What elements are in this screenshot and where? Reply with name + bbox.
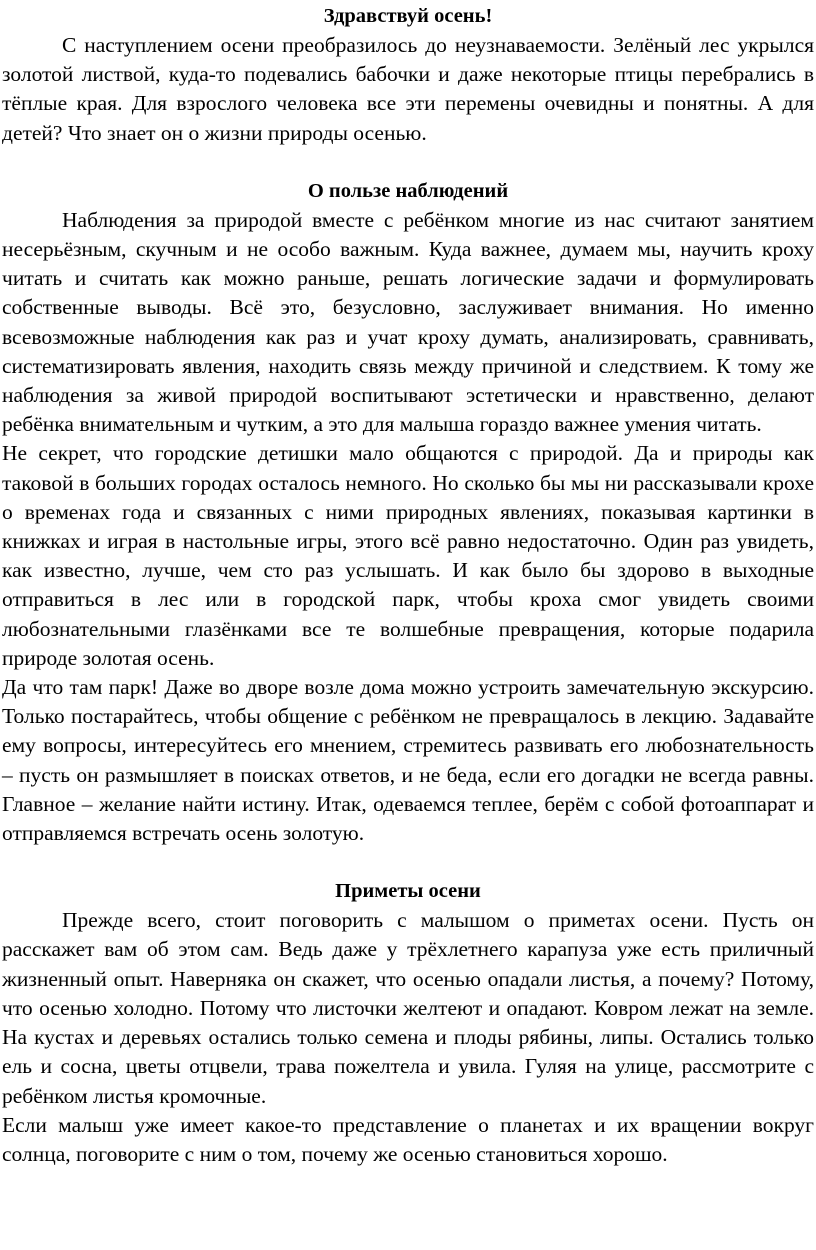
section-heading-observations: О пользе наблюдений [307,179,509,202]
signs-paragraph-2: Если малыш уже имеет какое-то представление о планетах и их вращении вокруг солнца, поговорите с ним о том, почему же осенью становиться хорошо. [2,1112,814,1166]
section-spacer [2,148,814,177]
intro-paragraph: С наступлением осени преобразилось до неузнаваемости. Зелёный лес укрылся золотой листвой, куда-то подевались бабочки и даже некоторые птицы перебрались в тёплые края. Для взрослого человека все эти перемены очевидны и понятны. А для детей? Что знает он о жизни природы осенью. [2,33,814,145]
observations-paragraph-3: Да что там парк! Даже во дворе возле дома можно устроить замечательную экскурсию. Только постарайтесь, чтобы общение с ребёнком не превращалось в лекцию. Задавайте ему вопросы, интересуйтесь его мнением, стремитесь развивать его любознательность – пусть он размышляет в поисках ответов, и не беда, если его догадки не всегда равны. Главное – желание найти истину. Итак, одеваемся теплее, берём с собой фотоаппарат и отправляемся встречать осень золотую. [2,675,814,846]
signs-paragraph-1: Прежде всего, стоит поговорить с малышом о приметах осени. Пусть он расскажет вам об этом сам. Ведь даже у трёхлетнего карапуза уже есть приличный жизненный опыт. Наверняка он скажет, что осенью опадали листья, а почему? Потому, что осенью холодно. Потому что листочки желтеют и опадают. Ковром лежат на земле. На кустах и деревьях остались только семена и плоды рябины, липы. Остались только ель и сосна, цветы отцвели, трава пожелтела и увила. Гуляя на улице, рассмотрите с ребёнком листья кромочные. [2,908,814,1108]
section-spacer [2,848,814,877]
section-heading-signs: Приметы осени [335,880,481,903]
observations-paragraph-1: Наблюдения за природой вместе с ребёнком многие из нас считают занятием несерьёзным, скучным и не особо важным. Куда важнее, думаем мы, научить кроху читать и считать как можно раньше, решать логические задачи и формулировать собственные выводы. Всё это, безусловно, заслуживает внимания. Но именно всевозможные наблюдения как раз и учат кроху думать, анализировать, сравнивать, систематизировать явления, находить связь между причиной и следствием. К тому же наблюдения за живой природой воспитывают эстетически и нравственно, делают ребёнка внимательным и чутким, а это для малыша гораздо важнее умения читать. [2,207,814,437]
document-title: Здравствуй осень! [323,5,493,27]
observations-paragraph-2: Не секрет, что городские детишки мало общаются с природой. Да и природы как таковой в больших городах осталось немного. Но сколько бы мы ни рассказывали крохе о временах года и связанных с ними природных явлениях, показывая картинки в книжках и играя в настольные игры, этого всё равно недостаточно. Один раз увидеть, как известно, лучше, чем сто раз услышать. И как было бы здорово в выходные отправиться в лес или в городской парк, чтобы кроха смог увидеть своими любознательными глазёнками все те волшебные превращения, которые подарила природе золотая осень. [2,441,814,670]
